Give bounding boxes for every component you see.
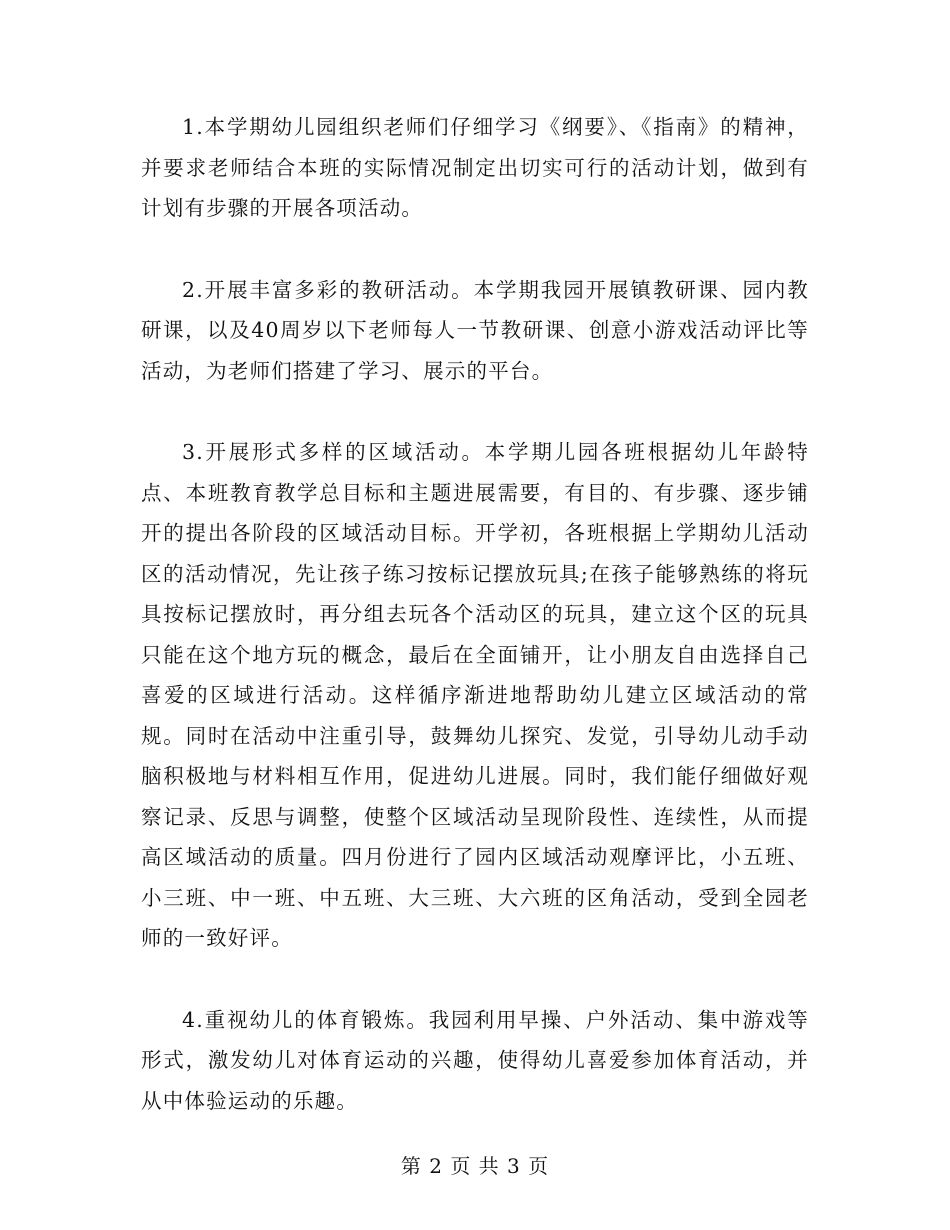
paragraph-2: 2.开展丰富多彩的教研活动。本学期我园开展镇教研课、园内教研课，以及40周岁以下老师每人一节教研课、创意小游戏活动评比等活动，为老师们搭建了学习、展示的平台。: [141, 277, 809, 383]
paragraph-3: 3.开展形式多样的区域活动。本学期儿园各班根据幼儿年龄特点、本班教育教学总目标和主题进展需要，有目的、有步骤、逐步铺开的提出各阶段的区域活动目标。开学初，各班根据上学期幼儿活动区的活动情况，先让孩子练习按标记摆放玩具;在孩子能够熟练的将玩具按标记摆放时，再分组去玩各个活动区的玩具，建立这个区的玩具只能在这个地方玩的概念，最后在全面铺开，让小朋友自由选择自己喜爱的区域进行活动。这样循序渐进地帮助幼儿建立区域活动的常规。同时在活动中注重引导，鼓舞幼儿探究、发觉，引导幼儿动手动脑积极地与材料相互作用，促进幼儿进展。同时，我们能仔细做好观察记录、反思与调整，使整个区域活动呈现阶段性、连续性，从而提高区域活动的质量。四月份进行了园内区域活动观摩评比，小五班、小三班、中一班、中五班、大三班、大六班的区角活动，受到全园老师的一致好评。: [141, 440, 809, 950]
document-body: [141, 107, 809, 1162]
paragraph-1: 1.本学期幼儿园组织老师们仔细学习《纲要》、《指南》的精神，并要求老师结合本班的实际情况制定出切实可行的活动计划，做到有计划有步骤的开展各项活动。: [141, 115, 809, 220]
page-number-footer: 第 2 页 共 3 页: [400, 1154, 550, 1178]
paragraph-4: 4.重视幼儿的体育锻炼。我园利用早操、户外活动、集中游戏等形式，激发幼儿对体育运动的兴趣，使得幼儿喜爱参加体育活动，并从中体验运动的乐趣。: [141, 1007, 809, 1113]
